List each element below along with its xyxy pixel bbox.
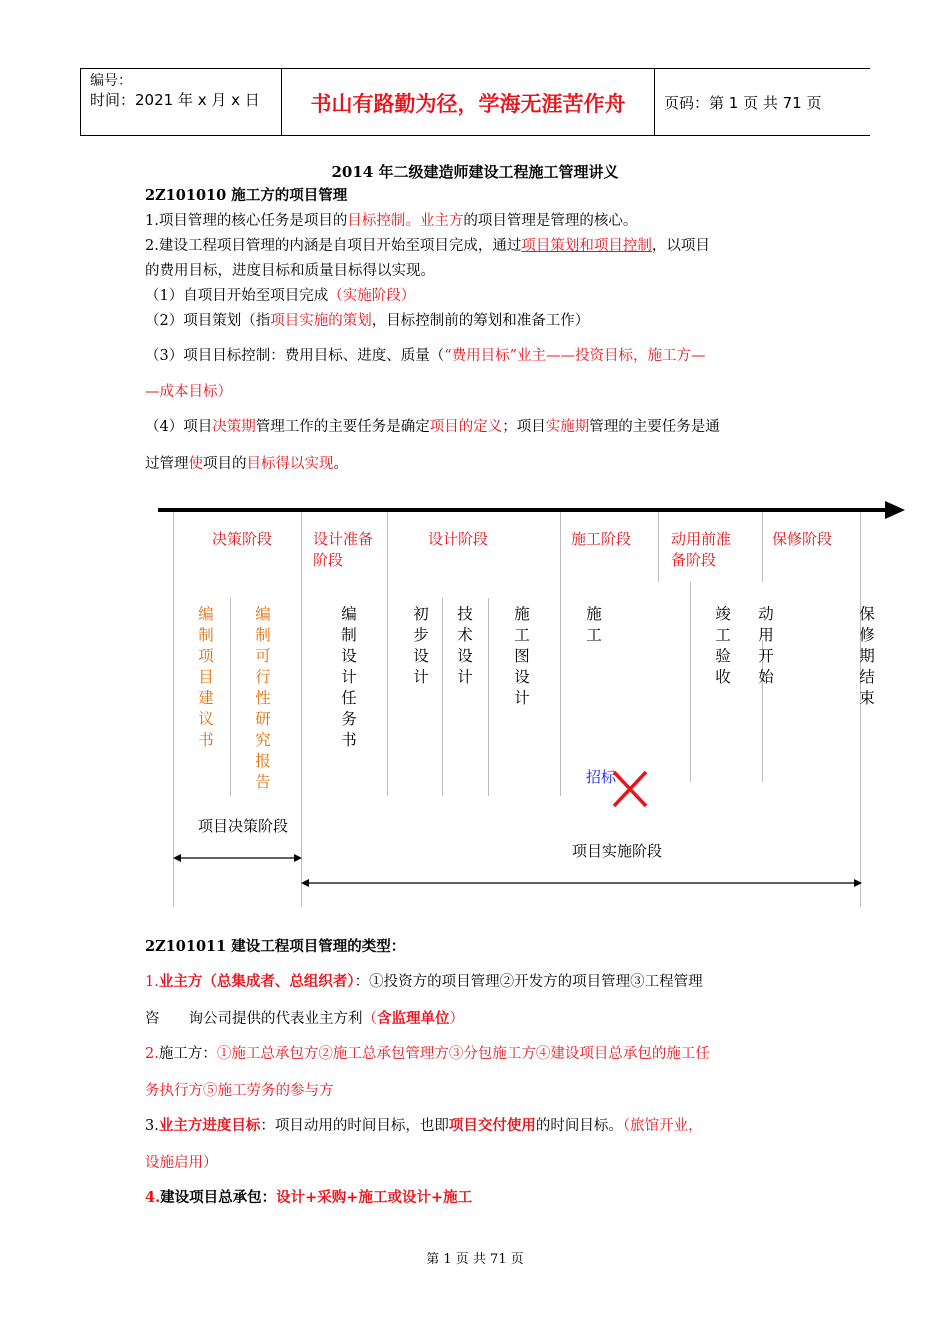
p2-text-c: ，以项目 (651, 238, 710, 254)
t1-paren-open: （ (362, 1011, 377, 1027)
item-4-line-2 (145, 454, 348, 474)
activity-construction-drawing: 施工图设计 (514, 605, 530, 707)
item4-text-c: 管理工作的主要任务是确定 (255, 419, 430, 435)
type-3-line-2: 设施启用） (145, 1155, 218, 1171)
item4-target: 目标得以实现 (246, 456, 334, 472)
bidding-label: 招标 (586, 768, 617, 786)
type-2-line-2: 务执行方⑤施工劳务的参与方 (145, 1083, 334, 1099)
phase-warranty: 保修阶段 (772, 530, 833, 548)
t4-label: 建设项目总承包： (160, 1189, 277, 1206)
item4-text-i: 使 (188, 456, 203, 472)
activity-acceptance: 竣工验收 (715, 605, 731, 686)
activity-warranty-end: 保修期结束 (859, 605, 875, 707)
item-1 (145, 286, 415, 306)
t3-goal: 业主方进度目标 (158, 1117, 261, 1134)
p1-text-c: 的项目管理是管理的核心。 (463, 213, 638, 229)
paragraph-1 (145, 211, 637, 231)
type-4 (145, 1188, 472, 1208)
phase-construction: 施工阶段 (571, 530, 632, 548)
t3-text-c: ：项目动用的时间目标，也即 (260, 1118, 449, 1134)
timeline-arrow (155, 498, 907, 522)
t3-number: 3. (145, 1118, 159, 1134)
item1-text: （1）自项目开始至项目完成 (145, 288, 329, 304)
activity-preliminary: 初步设计 (413, 605, 429, 686)
t2-list: ①施工总承包方②施工总承包管理方③分包施工方④建设项目总承包的施工任 (216, 1046, 710, 1062)
t1-text: ：①投资方的项目管理②开发方的项目管理③工程管理 (354, 974, 703, 990)
item4-decision: 决策期 (212, 419, 256, 435)
divider (860, 512, 861, 907)
divider (690, 582, 691, 782)
divider (560, 512, 561, 796)
t2-number: 2. (145, 1046, 159, 1062)
divider (442, 598, 443, 796)
phase-design-prep: 设计准备阶段 (313, 530, 374, 569)
t3-text-e: 的时间目标。 (535, 1118, 623, 1134)
decision-stage-label: 项目决策阶段 (198, 817, 289, 835)
activity-technical: 技术设计 (457, 605, 473, 686)
t1-number: 1. (145, 974, 159, 990)
item4-text-e: ；项目 (502, 419, 546, 435)
number-label: 编号： (90, 73, 132, 89)
item4-text-g: 管理的主要任务是通 (589, 419, 720, 435)
type-3-line-1 (145, 1116, 703, 1136)
phase-design: 设计阶段 (428, 530, 489, 548)
item-4-line-1 (145, 417, 720, 437)
item-3-line-2: —成本目标） (145, 384, 232, 400)
divider (387, 512, 388, 796)
p2-highlight: 项目策划和项目控制 (521, 238, 652, 254)
t2-label: 施工方： (158, 1046, 217, 1062)
page-footer: 第 1 页 共 71 页 (426, 1252, 524, 1267)
paragraph-2-line-2: 的费用目标，进度目标和质量目标得以实现。 (145, 263, 435, 279)
decision-stage-arrow (172, 851, 304, 865)
item3-text-a: （3）项目目标控制：费用目标、进度、质量（ (145, 348, 445, 364)
p2-text-a: 2.建设工程项目管理的内涵是自项目开始至项目完成，通过 (145, 238, 522, 254)
item-3-line-1 (145, 346, 706, 366)
activity-construction: 施工 (586, 605, 602, 644)
page-title: 2014 年二级建造师建设工程施工管理讲义 (331, 163, 619, 181)
paragraph-2-line-1 (145, 236, 710, 256)
cross-mark-icon (610, 768, 650, 810)
item4-implementation: 实施期 (545, 419, 590, 435)
divider (762, 512, 763, 582)
item2-text-c: ，目标控制前的筹划和准备工作） (371, 313, 590, 329)
activity-proposal: 编制项目建议书 (198, 605, 214, 749)
divider (488, 598, 489, 796)
page-info: 页码：第 1 页 共 71 页 (664, 94, 822, 112)
t4-number: 4. (145, 1189, 161, 1206)
implementation-stage-arrow (300, 876, 864, 890)
activity-feasibility: 编制可行性研究报告 (255, 605, 271, 791)
phase-pre-use: 动用前准备阶段 (671, 530, 732, 569)
item4-definition: 项目的定义 (429, 419, 503, 435)
divider (230, 598, 231, 796)
section-heading: 2Z101010 施工方的项目管理 (145, 187, 348, 204)
item-2 (145, 311, 589, 331)
time-label: 时间：2021 年 x 月 x 日 (90, 91, 260, 109)
divider (301, 512, 302, 907)
divider (173, 512, 174, 907)
motto: 书山有路勤为径，学海无涯苦作舟 (310, 92, 626, 116)
types-heading: 2Z101011 建设工程项目管理的类型： (145, 938, 406, 955)
t1-paren-close: ） (449, 1011, 464, 1027)
t1-owner: 业主方（总集成者、总组织者） (158, 973, 355, 990)
t4-formula: 设计+采购+施工或设计+施工 (276, 1189, 473, 1206)
t3-example: （旅馆开业， (622, 1118, 703, 1134)
item3-highlight: “费用目标”业主——投资目标，施工方— (444, 348, 706, 364)
t1-text-d: 咨 询公司提供的代表业主方利 (145, 1011, 363, 1027)
item2-text-a: （2）项目策划（指 (145, 313, 271, 329)
type-1-line-1 (145, 972, 703, 992)
item4-text-a: （4）项目 (145, 419, 213, 435)
item4-period: 。 (333, 456, 348, 472)
phase-decision: 决策阶段 (212, 530, 273, 548)
t1-supervision: 含监理单位 (377, 1010, 450, 1027)
item2-highlight: 项目实施的策划 (270, 313, 372, 329)
p1-highlight: 目标控制。业主方 (347, 213, 464, 229)
activity-start-use: 动用开始 (758, 605, 774, 686)
type-2-line-1 (145, 1044, 710, 1064)
t3-delivery: 项目交付使用 (448, 1117, 536, 1134)
activity-design-brief: 编制设计任务书 (341, 605, 357, 749)
item4-text-j: 项目的 (203, 456, 247, 472)
type-1-line-2 (145, 1009, 464, 1029)
divider (658, 512, 659, 582)
implementation-stage-label: 项目实施阶段 (572, 842, 663, 860)
item1-highlight: （实施阶段） (328, 288, 416, 304)
p1-text-a: 1.项目管理的核心任务是项目的 (145, 213, 348, 229)
item4-text-h: 过管理 (145, 456, 189, 472)
